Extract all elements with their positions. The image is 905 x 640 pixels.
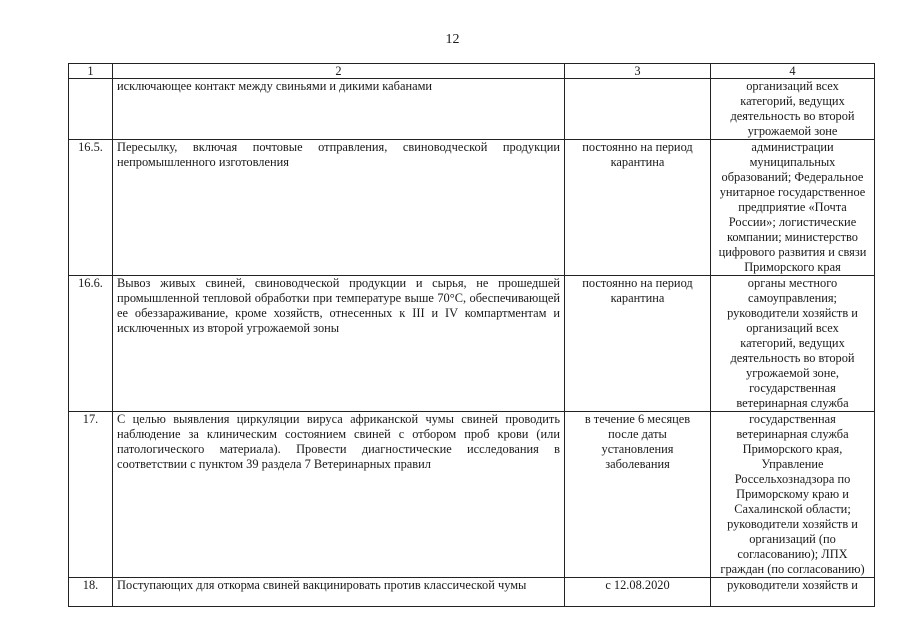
cell-line: администрации	[751, 140, 834, 154]
action-text: Вывоз живых свиней, свиноводческой продукции и сырья, не прошедшей промышленной тепловой обработки при температуре выше 70°С, обеспечивающей ее обеззараживание, кроме хозяйств, отнесенных к III и IV компартментам и исключенных из второй угрожаемой зоны	[113, 276, 565, 412]
cell-line: государственная	[749, 412, 836, 426]
column-header-1: 1	[69, 64, 113, 79]
cell-line: компании; министерство	[727, 230, 858, 244]
cell-line: с 12.08.2020	[605, 578, 670, 592]
cell-line: Приморского края	[744, 260, 841, 274]
cell-line: унитарное государственное	[719, 185, 866, 199]
cell-line: установления	[601, 442, 674, 456]
cell-line: Приморскому краю и	[736, 487, 849, 501]
term-text	[565, 578, 711, 607]
cell-line: заболевания	[605, 457, 670, 471]
table-row	[69, 412, 875, 578]
row-number	[69, 79, 113, 140]
cell-line: Управление	[761, 457, 824, 471]
column-header-4: 4	[711, 64, 875, 79]
term-text	[565, 276, 711, 412]
cell-line: руководители хозяйств и	[727, 578, 858, 592]
responsible-text	[711, 578, 875, 607]
table-header-row	[69, 64, 875, 79]
cell-line: деятельность во второй	[730, 351, 855, 365]
cell-line: карантина	[610, 291, 665, 305]
cell-line: постоянно на период	[582, 140, 693, 154]
cell-line: образований; Федеральное	[721, 170, 864, 184]
cell-line: категорий, ведущих	[740, 94, 845, 108]
table-row	[69, 276, 875, 412]
cell-line: согласованию); ЛПХ	[737, 547, 848, 561]
cell-line: России»; логистические	[728, 215, 857, 229]
cell-line: ветеринарная служба	[736, 396, 849, 410]
responsible-text	[711, 412, 875, 578]
table-row	[69, 79, 875, 140]
cell-line: муниципальных	[749, 155, 836, 169]
cell-line: руководители хозяйств и	[727, 306, 858, 320]
cell-line: категорий, ведущих	[740, 336, 845, 350]
action-text: исключающее контакт между свиньями и дикими кабанами	[113, 79, 565, 140]
row-number: 17.	[69, 412, 113, 578]
cell-line: граждан (по согласованию)	[720, 562, 865, 576]
cell-line: карантина	[610, 155, 665, 169]
cell-line: цифрового развития и связи	[718, 245, 867, 259]
action-text: С целью выявления циркуляции вируса африканской чумы свиней проводить наблюдение за клиническим состоянием свиней с отбором проб крови (или патологического материала). Провести диагностические исследования в соответствии с пунктом 39 раздела 7 Ветеринарных правил	[113, 412, 565, 578]
cell-line: угрожаемой зоне,	[746, 366, 839, 380]
cell-line: постоянно на период	[582, 276, 693, 290]
cell-line: государственная	[749, 381, 836, 395]
responsible-text	[711, 276, 875, 412]
cell-line: организаций (по	[749, 532, 836, 546]
cell-line: руководители хозяйств и	[727, 517, 858, 531]
cell-line: Сахалинской области;	[734, 502, 851, 516]
cell-line: Россельхознадзора по	[734, 472, 851, 486]
table-row	[69, 140, 875, 276]
cell-line: ветеринарная служба	[736, 427, 849, 441]
cell-line: после даты	[608, 427, 667, 441]
responsible-text	[711, 79, 875, 140]
table-row	[69, 578, 875, 607]
term-text	[565, 140, 711, 276]
cell-line: угрожаемой зоне	[747, 124, 838, 138]
cell-line: Приморского края,	[742, 442, 843, 456]
column-header-3: 3	[565, 64, 711, 79]
term-text	[565, 412, 711, 578]
cell-line: органы местного	[747, 276, 838, 290]
cell-line: организаций всех	[746, 79, 839, 93]
row-number: 16.6.	[69, 276, 113, 412]
column-header-2: 2	[113, 64, 565, 79]
responsible-text	[711, 140, 875, 276]
term-text	[565, 79, 711, 140]
row-number: 16.5.	[69, 140, 113, 276]
action-text: Пересылку, включая почтовые отправления, свиноводческой продукции непромышленного изготовления	[113, 140, 565, 276]
cell-line: в течение 6 месяцев	[584, 412, 691, 426]
row-number: 18.	[69, 578, 113, 607]
page-number: 12	[445, 32, 460, 47]
measures-table	[68, 63, 875, 607]
cell-line: организаций всех	[746, 321, 839, 335]
action-text: Поступающих для откорма свиней вакцинировать против классической чумы	[113, 578, 565, 607]
cell-line: самоуправления;	[747, 291, 837, 305]
cell-line: предприятие «Почта	[738, 200, 847, 214]
cell-line: деятельность во второй	[730, 109, 855, 123]
